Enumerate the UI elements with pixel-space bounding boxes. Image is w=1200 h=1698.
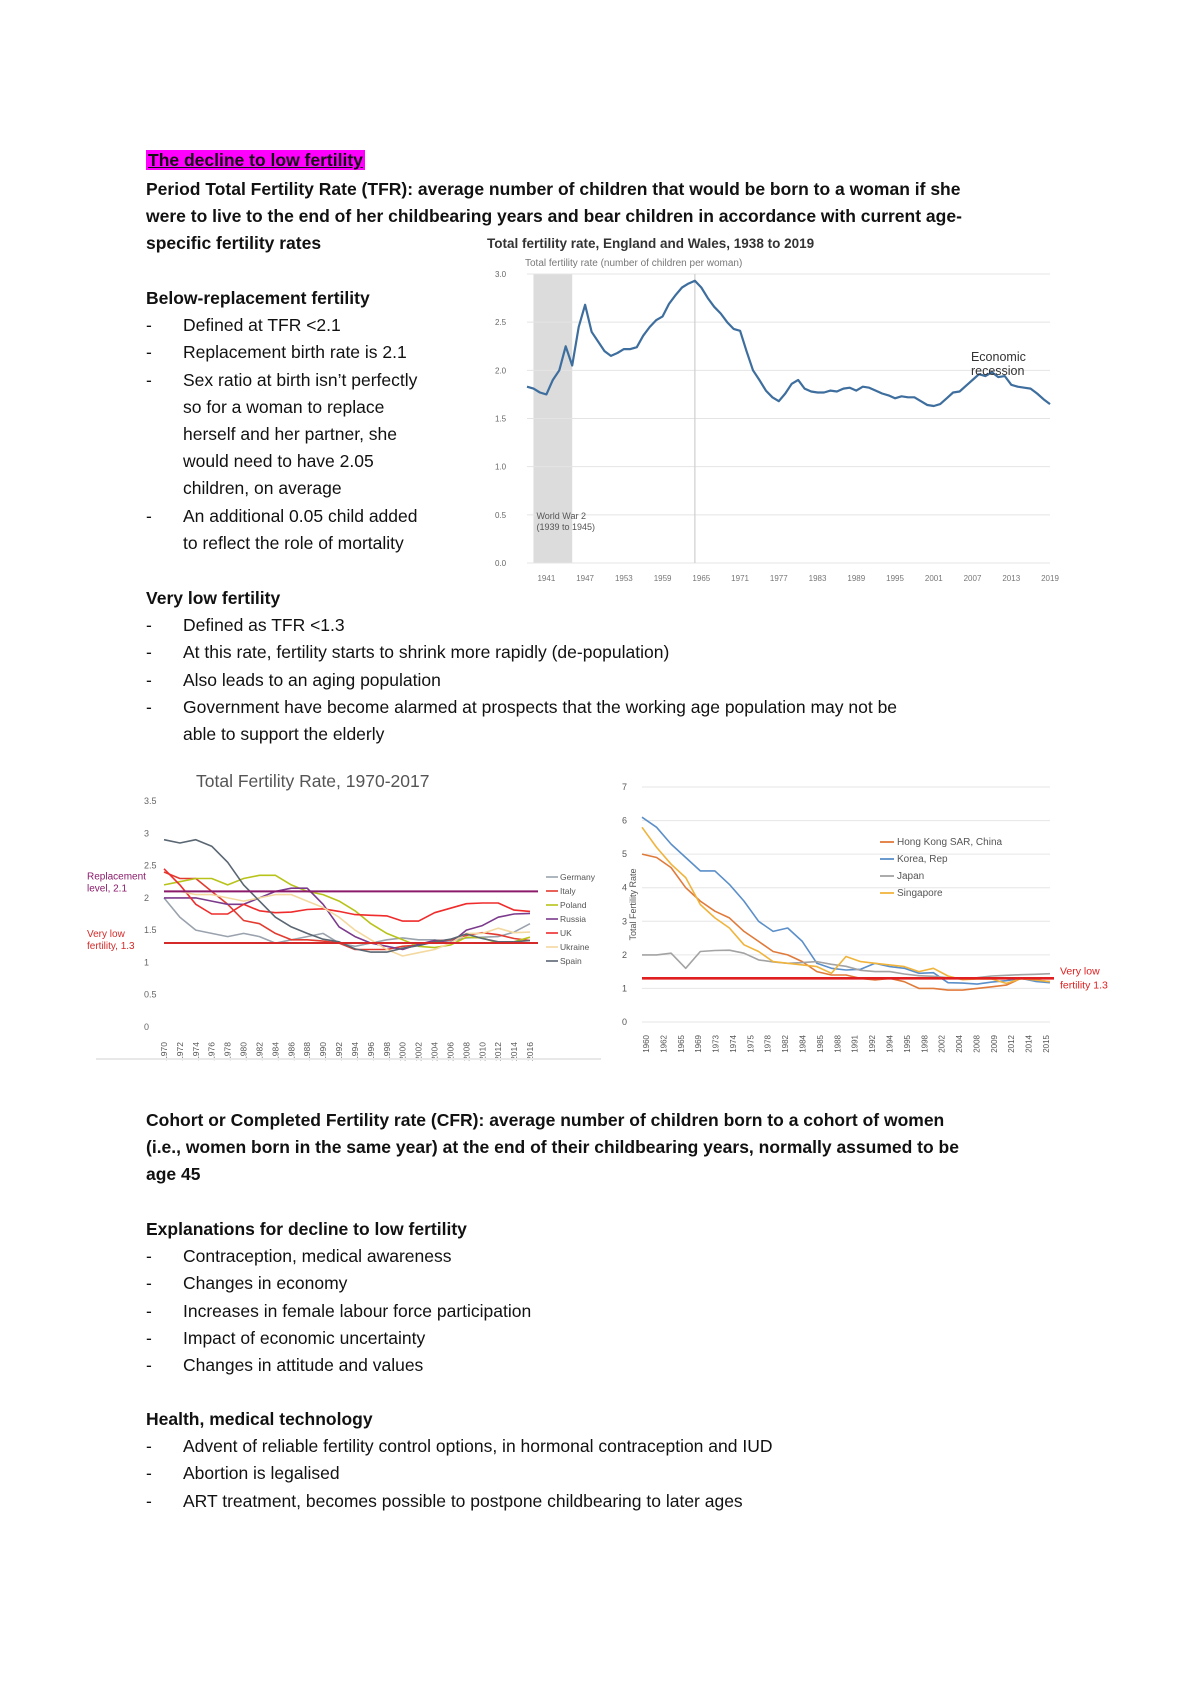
y-axis-label: Total Fertility Rate <box>628 868 638 941</box>
explanations-list <box>146 1243 1106 1379</box>
tfr-definition-line: specific fertility rates <box>146 233 322 254</box>
x-tick-label: 2007 <box>963 574 982 583</box>
list-item-line: - At this rate, fertility starts to shrink more rapidly (de-population) <box>183 642 670 663</box>
x-tick-label: 2013 <box>1002 574 1021 583</box>
reference-label: fertility 1.3 <box>1060 979 1108 992</box>
y-tick-label: 0.5 <box>495 510 507 520</box>
x-tick-label: 2015 <box>1042 1035 1051 1053</box>
x-tick-label: 1960 <box>642 1035 651 1053</box>
x-tick-label: 2004 <box>429 1042 440 1061</box>
y-tick-label: 3 <box>144 828 150 839</box>
very-low-section <box>146 585 1106 748</box>
list-item <box>146 667 1106 694</box>
list-item-line: herself and her partner, she <box>183 424 398 445</box>
legend-label: Germany <box>560 872 595 882</box>
x-tick-label: 2014 <box>509 1042 520 1061</box>
x-tick-label: 1970 <box>159 1042 169 1061</box>
x-tick-label: 2019 <box>1041 574 1059 583</box>
list-item-line: - Defined as TFR <1.3 <box>183 615 345 636</box>
x-tick-label: 2012 <box>1007 1035 1017 1053</box>
below-replacement-section <box>146 285 476 557</box>
y-tick-label: 0.5 <box>144 989 157 1000</box>
legend-label: Korea, Rep <box>897 854 948 865</box>
y-tick-label: 3.0 <box>495 270 507 279</box>
y-tick-label: 1.0 <box>495 462 507 472</box>
list-item: - Contraception, medical awareness <box>146 1243 1106 1270</box>
x-tick-label: 2008 <box>461 1042 472 1061</box>
x-tick-label: 1982 <box>781 1035 791 1053</box>
legend-label: Japan <box>897 871 925 882</box>
cfr-definition-line: (i.e., women born in the same year) at the end of their childbearing years, normally assumed to be <box>146 1137 959 1158</box>
x-tick-label: 1996 <box>365 1042 376 1061</box>
y-tick-label: 0 <box>144 1022 150 1032</box>
series-line-singapore <box>642 827 1050 983</box>
very-low-heading: Very low fertility <box>146 588 281 608</box>
x-tick-label: 2000 <box>397 1042 408 1061</box>
list-item-line: - Sex ratio at birth isn’t perfectly <box>183 369 418 390</box>
legend-label: Hong Kong SAR, China <box>897 837 1003 848</box>
x-tick-label: 2009 <box>989 1035 999 1053</box>
health-heading: Health, medical technology <box>146 1409 373 1429</box>
x-tick-label: 1974 <box>728 1035 738 1053</box>
x-tick-label: 1978 <box>763 1035 773 1053</box>
x-tick-label: 1978 <box>222 1042 233 1061</box>
chart-title: Total fertility rate, England and Wales, 1938 to 2019 <box>487 236 815 251</box>
document-title-block <box>146 147 365 174</box>
x-tick-label: 1973 <box>711 1035 721 1053</box>
x-tick-label: 2002 <box>937 1035 947 1053</box>
list-item: - Changes in economy <box>146 1270 1106 1297</box>
legend-label: Ukraine <box>560 942 590 952</box>
list-item-line: - Replacement birth rate is 2.1 <box>183 342 407 363</box>
x-tick-label: 1992 <box>334 1042 345 1061</box>
x-tick-label: 1975 <box>746 1035 756 1053</box>
list-item <box>146 503 476 557</box>
list-item-line: so for a woman to replace <box>183 396 385 417</box>
x-tick-label: 1941 <box>537 574 556 583</box>
x-tick-label: 1988 <box>302 1042 313 1061</box>
reference-label: Very low <box>1060 965 1100 978</box>
y-tick-label: 7 <box>622 782 628 792</box>
legend-label: Singapore <box>897 888 943 899</box>
list-item: - ART treatment, becomes possible to postpone childbearing to later ages <box>146 1488 1106 1515</box>
cfr-definition <box>146 1107 1106 1189</box>
x-tick-label: 2001 <box>924 574 943 583</box>
x-tick-label: 1986 <box>286 1042 297 1061</box>
list-item-line: - Also leads to an aging population <box>183 669 441 690</box>
x-tick-label: 2006 <box>445 1042 456 1061</box>
legend-label: Russia <box>560 914 586 924</box>
list-item-line: - An additional 0.05 child added <box>183 505 418 526</box>
y-tick-label: 5 <box>622 849 628 860</box>
reference-label: Very low <box>87 929 125 941</box>
x-tick-label: 1985 <box>815 1035 825 1053</box>
y-tick-label: 2.5 <box>144 860 157 871</box>
list-item: - Advent of reliable fertility control options, in hormonal contraception and IUD <box>146 1433 1106 1460</box>
x-tick-label: 1991 <box>850 1035 860 1053</box>
reference-label: level, 2.1 <box>87 883 128 895</box>
below-replacement-list <box>146 312 476 557</box>
y-tick-label: 1.5 <box>495 414 507 424</box>
x-tick-label: 1982 <box>254 1042 265 1061</box>
x-tick-label: 1984 <box>270 1042 281 1061</box>
legend-label: UK <box>560 928 572 938</box>
reference-label: Replacement <box>87 871 146 883</box>
x-tick-label: 1998 <box>920 1035 930 1053</box>
x-tick-label: 2010 <box>477 1042 488 1061</box>
x-tick-label: 1972 <box>174 1042 185 1061</box>
y-tick-label: 0 <box>622 1017 628 1027</box>
list-item: - Increases in female labour force participation <box>146 1298 1106 1325</box>
x-tick-label: 2002 <box>413 1042 424 1061</box>
below-replacement-heading: Below-replacement fertility <box>146 288 370 308</box>
list-item <box>146 639 1106 666</box>
europe-tfr-chart <box>86 765 606 1062</box>
legend-label: Italy <box>560 886 576 896</box>
annotation-label: (1939 to 1945) <box>536 521 596 532</box>
annotation-label: Economic <box>970 349 1026 364</box>
x-tick-label: 1965 <box>676 1035 686 1053</box>
x-tick-label: 1962 <box>659 1035 669 1053</box>
chart-subtitle: Total fertility rate (number of children per woman) <box>525 258 743 269</box>
y-tick-label: 6 <box>622 815 628 826</box>
list-item-line: would need to have 2.05 <box>183 451 374 472</box>
x-tick-label: 1976 <box>206 1042 217 1061</box>
series-line-uk <box>164 869 530 921</box>
x-tick-label: 1998 <box>381 1042 392 1061</box>
list-item-line: - Government have become alarmed at prospects that the working age population may not be <box>183 696 898 717</box>
x-tick-label: 1992 <box>868 1035 878 1053</box>
x-tick-label: 2014 <box>1024 1035 1034 1053</box>
x-tick-label: 1988 <box>833 1035 843 1053</box>
list-item: - Changes in attitude and values <box>146 1352 1106 1379</box>
legend-label: Spain <box>560 956 582 966</box>
list-item <box>146 612 1106 639</box>
x-tick-label: 1965 <box>692 574 711 583</box>
list-item-line: able to support the elderly <box>183 724 385 745</box>
east-asia-tfr-chart <box>610 775 1122 1070</box>
health-list <box>146 1433 1106 1515</box>
x-tick-label: 1995 <box>902 1035 912 1053</box>
y-tick-label: 2.5 <box>495 318 507 328</box>
x-tick-label: 1994 <box>885 1035 895 1053</box>
x-tick-label: 2008 <box>972 1035 982 1053</box>
list-item: - Abortion is legalised <box>146 1460 1106 1487</box>
x-tick-label: 1984 <box>798 1035 808 1053</box>
x-tick-label: 1947 <box>576 574 595 583</box>
explanations-section <box>146 1216 1106 1379</box>
x-tick-label: 1990 <box>318 1042 329 1061</box>
x-tick-label: 1971 <box>731 574 749 583</box>
list-item-line: - Defined at TFR <2.1 <box>183 315 341 336</box>
x-tick-label: 1994 <box>349 1042 360 1061</box>
y-tick-label: 2 <box>144 892 150 903</box>
health-section <box>146 1406 1106 1515</box>
x-tick-label: 1953 <box>614 574 633 583</box>
x-tick-label: 1995 <box>886 574 904 583</box>
explanations-heading: Explanations for decline to low fertility <box>146 1219 467 1239</box>
list-item <box>146 339 476 366</box>
x-tick-label: 2004 <box>955 1035 965 1053</box>
y-tick-label: 3 <box>622 916 628 927</box>
tfr-series-line <box>527 281 1050 406</box>
y-tick-label: 1 <box>622 983 628 994</box>
y-tick-label: 3.5 <box>144 796 157 806</box>
y-tick-label: 2 <box>622 949 628 960</box>
x-tick-label: 1974 <box>190 1042 201 1061</box>
list-item-line: children, on average <box>183 478 342 499</box>
cfr-definition-line: Cohort or Completed Fertility rate (CFR): average number of children born to a cohort of women <box>146 1110 945 1130</box>
list-item <box>146 312 476 339</box>
document-title: The decline to low fertility <box>148 150 363 170</box>
england-wales-tfr-chart <box>485 232 1065 587</box>
x-tick-label: 1959 <box>653 574 672 583</box>
y-tick-label: 0.0 <box>495 559 507 568</box>
x-tick-label: 1980 <box>238 1042 249 1061</box>
list-item <box>146 367 476 503</box>
y-tick-label: 2.0 <box>495 366 507 376</box>
legend-label: Poland <box>560 900 587 910</box>
cfr-definition-line: age 45 <box>146 1164 201 1185</box>
tfr-definition-line: Period Total Fertility Rate (TFR): average number of children that would be born to a woman if she <box>146 179 961 199</box>
annotation-label: World War 2 <box>536 510 586 521</box>
list-item: - Impact of economic uncertainty <box>146 1325 1106 1352</box>
y-tick-label: 1 <box>144 957 150 968</box>
very-low-list <box>146 612 1106 748</box>
chart-title: Total Fertility Rate, 1970-2017 <box>196 771 430 791</box>
x-tick-label: 1983 <box>808 574 827 583</box>
y-tick-label: 4 <box>622 882 628 893</box>
x-tick-label: 1969 <box>694 1035 704 1053</box>
x-tick-label: 1989 <box>847 574 866 583</box>
y-tick-label: 1.5 <box>144 925 157 936</box>
x-tick-label: 2012 <box>493 1042 504 1061</box>
reference-label: fertility, 1.3 <box>87 941 135 953</box>
list-item <box>146 694 1106 748</box>
annotation-label: recession <box>970 363 1025 378</box>
x-tick-label: 2016 <box>525 1042 536 1061</box>
tfr-definition-line: were to live to the end of her childbearing years and bear children in accordance with current age- <box>146 206 962 227</box>
list-item-line: to reflect the role of mortality <box>183 532 404 553</box>
x-tick-label: 1977 <box>769 574 788 583</box>
